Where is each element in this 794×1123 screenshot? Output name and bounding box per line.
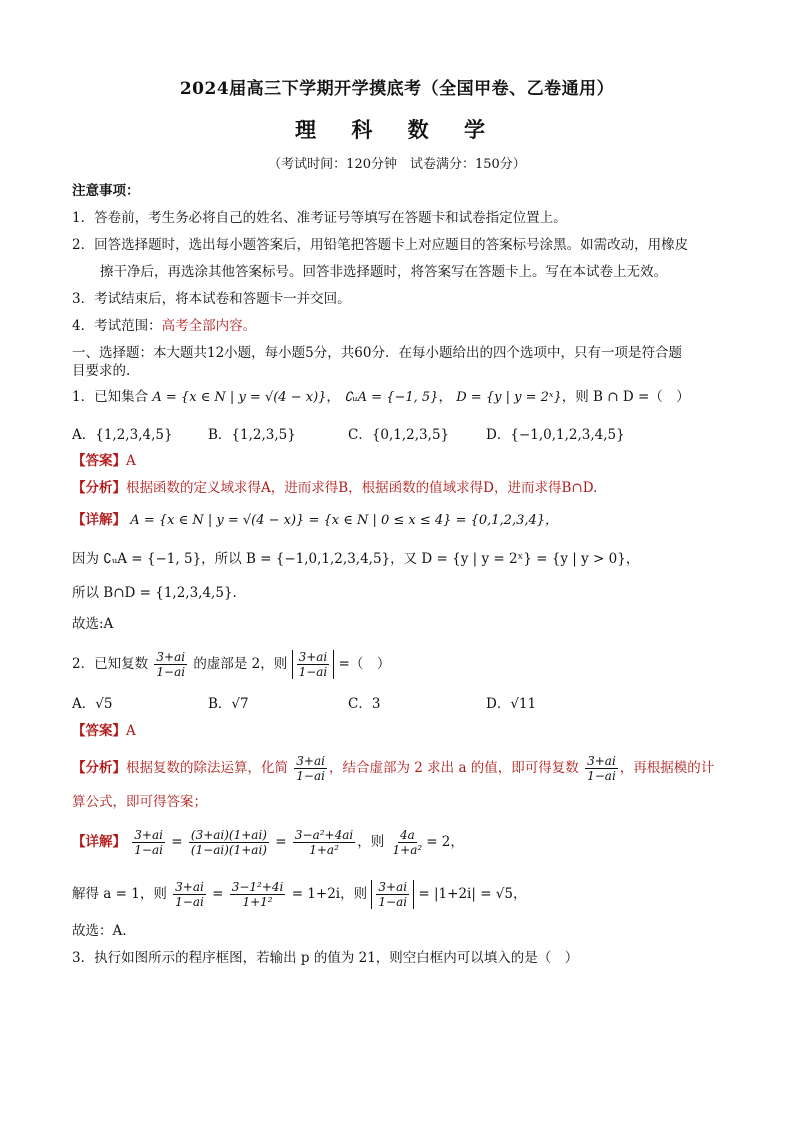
q1-analysis-text: 根据函数的定义域求得A，进而求得B，根据函数的值域求得D，进而求得B∩D. — [126, 480, 598, 496]
frac-den: 1−ai — [296, 769, 325, 783]
q2-prefix: 2．已知复数 — [72, 656, 149, 672]
subject-title: 理 科 数 学 — [295, 117, 499, 142]
detail-tag: 【详解】 — [72, 512, 126, 528]
q2-detail-frac-3 — [293, 828, 355, 857]
answer-tag: 【答案】 — [72, 453, 126, 469]
frac-den: 1+a² — [392, 843, 423, 857]
q2-detail-frac-1 — [132, 828, 165, 857]
notes-heading: 注意事项： — [72, 183, 140, 199]
frac-num: 3+ai — [587, 754, 616, 768]
q2-analysis-frac-1 — [294, 754, 327, 783]
q1-answer — [72, 450, 136, 472]
q2-solve-prefix: 解得 a = 1，则 — [72, 886, 167, 902]
q2-solve-frac-1 — [173, 880, 206, 909]
q2-detail-then: ，则 — [357, 834, 385, 850]
frac-num: 3+ai — [296, 754, 325, 768]
q2-detail-frac-2 — [189, 828, 269, 857]
q1-detail-line-3: 所以 B∩D = {1,2,3,4,5}. — [72, 585, 237, 601]
q2-analysis-b: ，结合虚部为 2 求出 a 的值，即可得复数 — [328, 760, 579, 776]
q2-fraction-num: 3+ai — [156, 650, 186, 664]
q2-option-c: C．3 — [348, 696, 381, 712]
q1-detail — [72, 509, 558, 532]
frac-num: 3+ai — [134, 828, 163, 842]
q2-choose: 故选：A. — [72, 923, 127, 939]
frac-den: 1−ai — [134, 843, 163, 857]
q1-ask: ，则 B ∩ D =（ ） — [561, 389, 690, 405]
q1-detail-line-1: A = {x ∈ N | y = √(4 − x)} = {x ∈ N | 0 ≤ x ≤ 4} = {0,1,2,3,4}， — [130, 513, 559, 528]
frac-den: 1+1² — [242, 895, 273, 909]
paper-title: 2024届高三下学期开学摸底考（全国甲卷、乙卷通用） — [179, 79, 615, 99]
question-2 — [72, 650, 390, 679]
q2-solve-eq: = 1+2i，则 — [291, 886, 368, 902]
frac-num: 3−a²+4ai — [294, 828, 354, 842]
q2-option-d: D．√11 — [486, 696, 537, 712]
frac-num: 3+ai — [378, 880, 408, 894]
q1-option-c: C．{0,1,2,3,5} — [348, 427, 450, 443]
note-item-1: 1．答卷前，考生务必将自己的姓名、准考证号等填写在答题卡和试卷指定位置上。 — [72, 210, 567, 226]
q2-solve-frac-2 — [230, 880, 286, 909]
detail-tag: 【详解】 — [72, 834, 126, 850]
frac-num: 3−1²+4i — [231, 880, 284, 894]
question-1: 1．已知集合 A = {x ∈ N | y = √(4 − x)}， ∁ᵤA = {−1, 5}， D = {y | y = 2ˣ}，则 B ∩ D =（ ） — [72, 389, 690, 405]
q1-option-a: A．{1,2,3,4,5} — [72, 427, 173, 443]
frac-den: (1−ai)(1+ai) — [190, 843, 267, 857]
q2-solve: 解得 a = 1，则 $\frac{3+ai}{1-ai}$ = $\frac{\text{3−1²+4i}}{\text{1+1²}}$ = 1+2i，则 $\frac{3+ai}{1-ai}$ = |1+2i| = √5， — [72, 880, 527, 909]
q1-set-d: D = {y | y = 2ˣ} — [456, 390, 562, 405]
q1-complement: ∁ᵤA = {−1, 5} — [344, 390, 439, 405]
analysis-tag: 【分析】 — [72, 480, 126, 496]
q2-analysis-frac-2 — [585, 754, 618, 783]
note-item-3: 3．考试结束后，将本试卷和答题卡一并交回。 — [72, 291, 351, 307]
q2-analysis-c: ，再根据模的计 — [619, 760, 715, 776]
analysis-tag: 【分析】 — [72, 760, 126, 776]
frac-den: 1+a² — [309, 843, 339, 857]
q2-solve-end: = |1+2i| = √5， — [418, 886, 527, 902]
q2-mod-den: 1−ai — [298, 665, 328, 679]
q2-analysis-a: 根据复数的除法运算，化简 — [126, 760, 288, 776]
q2-option-a: A．√5 — [72, 696, 113, 712]
frac-den: 1−ai — [378, 895, 408, 909]
q1-answer-value: A — [126, 453, 136, 469]
question-3: 3．执行如图所示的程序框图，若输出 p 的值为 21，则空白框内可以填入的是（ ） — [72, 950, 579, 966]
q1-choose: 故选:A — [72, 616, 114, 632]
q1-option-b: B．{1,2,3,5} — [208, 427, 296, 443]
q2-fraction-den: 1−ai — [156, 665, 186, 679]
frac-num: 3+ai — [175, 880, 204, 894]
note-item-4 — [72, 315, 256, 337]
q2-analysis-d: 算公式，即可得答案； — [72, 794, 207, 810]
q1-set-a: A = {x ∈ N | y = √(4 − x)} — [152, 390, 327, 405]
section-intro-cont: 目要求的. — [72, 363, 131, 379]
q2-answer-value: A — [126, 723, 136, 739]
frac-den: 1−ai — [175, 895, 204, 909]
q2-mid: 的虚部是 2，则 — [193, 656, 288, 672]
frac-num: 4a — [399, 828, 415, 842]
exam-info: （考试时间：120分钟 试卷满分：150分） — [268, 157, 526, 172]
note-item-4-label: 4．考试范围： — [72, 318, 162, 334]
q2-ask: =（ ） — [338, 656, 391, 672]
q1-analysis — [72, 477, 597, 499]
q2-option-b: B．√7 — [208, 696, 249, 712]
q2-solve-modulus — [371, 880, 414, 909]
note-item-2: 2．回答选择题时，选出每小题答案后，用铅笔把答题卡上对应题目的答案标号涂黑。如需改动，用橡皮 — [72, 237, 689, 253]
q1-option-d: D．{−1,0,1,2,3,4,5} — [486, 427, 625, 443]
q2-analysis — [72, 754, 714, 783]
section-intro: 一、选择题：本大题共12小题，每小题5分，共60分．在每小题给出的四个选项中，只有一项是符合题 — [72, 345, 682, 361]
q2-detail-eq: = 2， — [426, 834, 464, 850]
exam-scope: 高考全部内容。 — [161, 318, 257, 334]
q2-fraction — [154, 650, 187, 679]
q2-modulus — [292, 650, 335, 679]
q1-detail-line-2: 因为 ∁ᵤA = {−1, 5}，所以 B = {−1,0,1,2,3,4,5}，又 D = {y | y = 2ˣ} = {y | y > 0}， — [72, 551, 640, 567]
answer-tag: 【答案】 — [72, 723, 126, 739]
q1-prefix: 1．已知集合 — [72, 389, 149, 405]
note-item-2-cont: 擦干净后，再选涂其他答案标号。回答非选择题时，将答案写在答题卡上。写在本试卷上无效。 — [100, 264, 667, 280]
frac-num: (3+ai)(1+ai) — [190, 828, 267, 842]
q2-mod-num: 3+ai — [298, 650, 328, 664]
q2-answer — [72, 720, 136, 742]
q2-detail-frac-4 — [391, 828, 425, 857]
q2-detail: 【详解】 $\frac{3+ai}{1-ai}$ = $\frac{(3+ai)(1+ai)}{(1-ai)(1+ai)}$ = $\frac{\text{3−a²+4ai}}{\text{1+a²}}$ ，则 $\frac{4a}{\text{1+a²}}$ = 2， — [72, 828, 464, 857]
frac-den: 1−ai — [587, 769, 616, 783]
